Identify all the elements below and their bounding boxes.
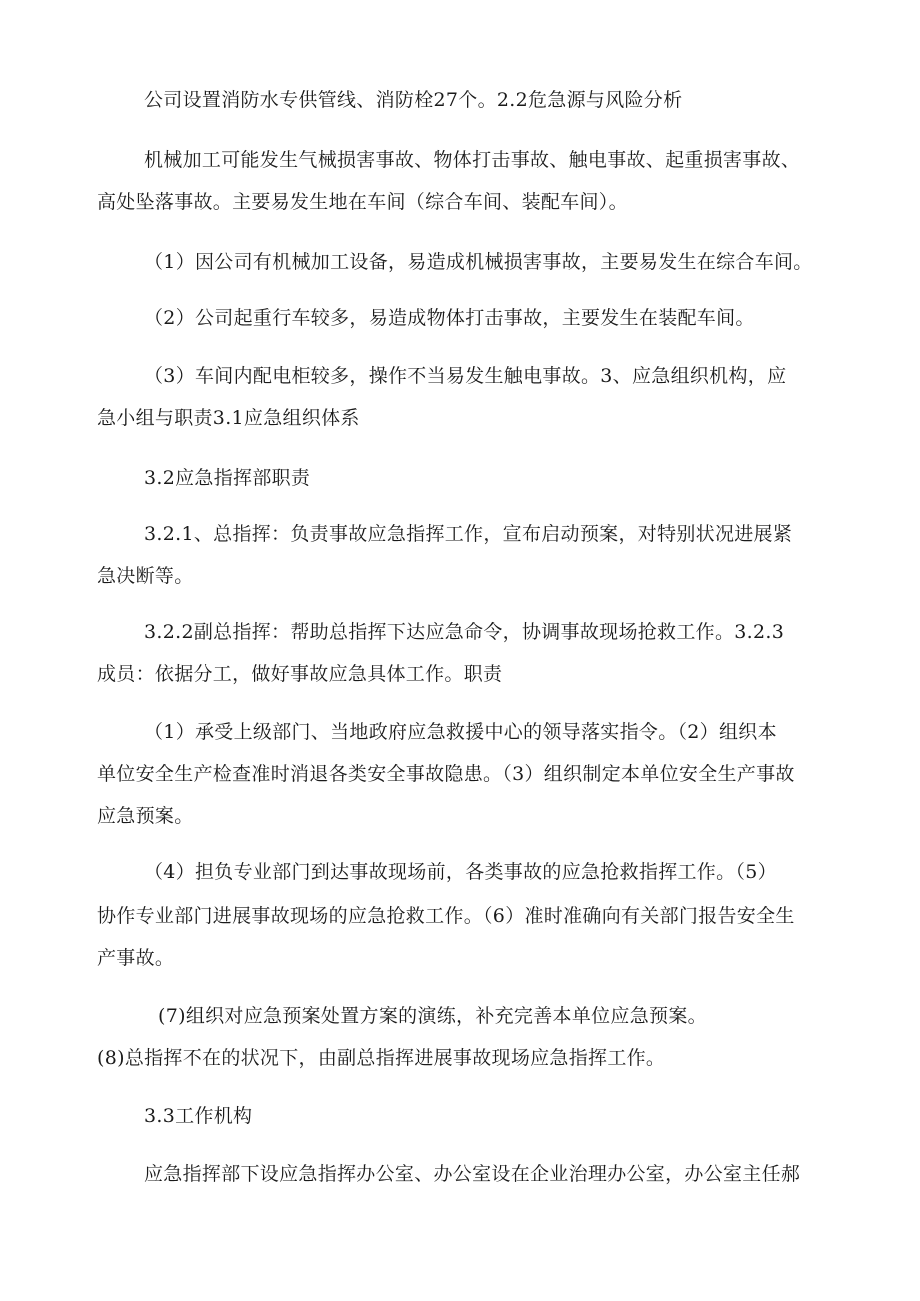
text-line-15: 应急预案。: [97, 805, 194, 827]
text-line-22: 应急指挥部下设应急指挥办公室、办公室设在企业治理办公室，办公室主任郝: [144, 1163, 801, 1185]
text-line-13: （1）承受上级部门、当地政府应急救援中心的领导落实指令。（2）组织本: [144, 721, 777, 743]
text-line-10: 急决断等。: [97, 565, 194, 587]
text-line-9: 3.2.1、总指挥：负责事故应急指挥工作，宣布启动预案，对特别状况进展紧: [144, 523, 793, 545]
text-line-7: 急小组与职责3.1应急组织体系: [97, 407, 360, 429]
text-line-14: 单位安全生产检查准时消退各类安全事故隐患。（3）组织制定本单位安全生产事故: [97, 763, 795, 785]
text-line-21: 3.3工作机构: [144, 1105, 253, 1127]
text-line-17: 协作专业部门进展事故现场的应急抢救工作。（6）准时准确向有关部门报告安全生: [97, 905, 795, 927]
text-line-8: 3.2应急指挥部职责: [144, 467, 311, 489]
text-line-3: 高处坠落事故。主要易发生地在车间（综合车间、装配车间）。: [97, 191, 628, 213]
text-line-6: （3）车间内配电柜较多，操作不当易发生触电事故。3、应急组织机构，应: [144, 365, 787, 387]
text-line-2: 机械加工可能发生气械损害事故、物体打击事故、触电事故、起重损害事故、: [144, 149, 801, 171]
text-line-20: (8)总指挥不在的状况下，由副总指挥进展事故现场应急指挥工作。: [97, 1047, 666, 1069]
text-line-5: （2）公司起重行车较多，易造成物体打击事故，主要发生在装配车间。: [144, 307, 755, 329]
text-line-18: 产事故。: [97, 947, 175, 969]
text-line-1: 公司设置消防水专供管线、消防栓27个。2.2危急源与风险分析: [144, 89, 683, 111]
text-line-11: 3.2.2副总指挥：帮助总指挥下达应急命令，协调事故现场抢救工作。3.2.3: [144, 621, 785, 643]
text-line-19: (7)组织对应急预案处置方案的演练，补充完善本单位应急预案。: [158, 1005, 707, 1027]
text-line-12: 成员：依据分工，做好事故应急具体工作。职责: [97, 663, 503, 685]
text-line-4: （1）因公司有机械加工设备，易造成机械损害事故，主要易发生在综合车间。: [144, 251, 813, 273]
text-line-16: （4）担负专业部门到达事故现场前，各类事故的应急抢救指挥工作。（5）: [144, 861, 777, 883]
